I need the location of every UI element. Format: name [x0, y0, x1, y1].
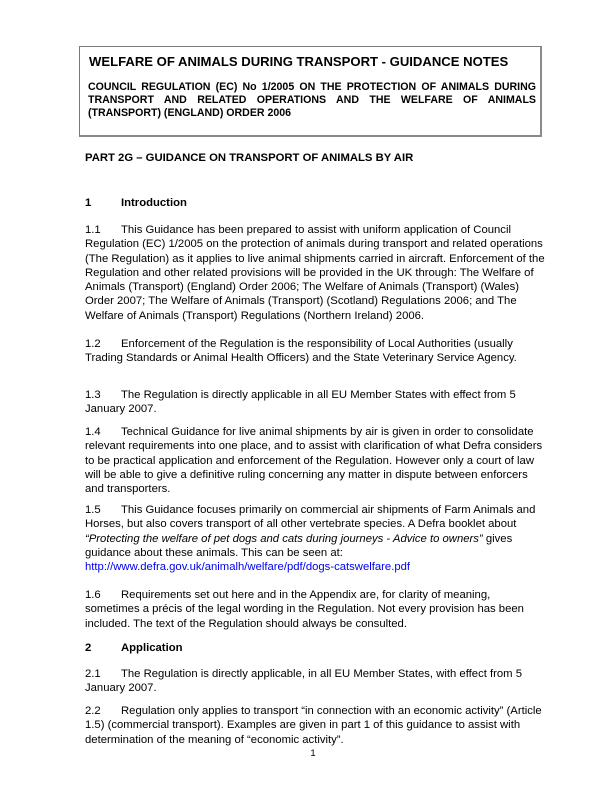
paragraph-1-6 — [85, 588, 545, 631]
paragraph-number: 2.1 — [85, 668, 101, 680]
paragraph-2-2 — [85, 704, 545, 747]
paragraph-1-5 — [85, 503, 545, 574]
section-heading-application — [85, 642, 183, 654]
section-title: Application — [121, 642, 183, 654]
paragraph-text: This Guidance has been prepared to assist with uniform application of Council Regulation (EC) 1/2005 on the protection of animals during transport and related operations (The Regulation) as it applies to live animal shipments carried in aircraft. Enforcement of the Regulation and other related provisions will be provided in the UK through: The Welfare of Animals (Transport) (England) Order 2006; The Welfare of Animals (Transport) (Wales) Order 2007; The Welfare of Animals (Transport) (Scotland) Regulations 2006; and The Welfare of Animals (Transport) Regulations (Northern Ireland) 2006. — [85, 224, 545, 322]
paragraph-text: This Guidance focuses primarily on commercial air shipments of Farm Animals and Horses, but also covers transport of all other vertebrate species. A Defra booklet about — [85, 504, 536, 531]
booklet-title: “Protecting the welfare of pet dogs and cats during journeys - Advice to owners” — [85, 532, 483, 545]
section-heading-introduction — [85, 197, 187, 209]
paragraph-text: Enforcement of the Regulation is the responsibility of Local Authorities (usually Trading Standards or Animal Health Officers) and the State Veterinary Service Agency. — [85, 338, 517, 365]
paragraph-number: 1.2 — [85, 338, 101, 350]
paragraph-text: The Regulation is directly applicable in all EU Member States with effect from 5 January 2007. — [85, 389, 516, 416]
title-box — [79, 46, 542, 137]
part-heading: PART 2G – GUIDANCE ON TRANSPORT OF ANIMALS BY AIR — [85, 152, 414, 164]
document-subtitle: COUNCIL REGULATION (EC) No 1/2005 ON THE PROTECTION OF ANIMALS DURING TRANSPORT AND RELATED OPERATIONS AND THE WELFARE OF ANIMALS (TRANSPORT) (ENGLAND) ORDER 2006 — [88, 81, 536, 119]
paragraph-1-4 — [85, 425, 545, 496]
paragraph-text: Technical Guidance for live animal shipments by air is given in order to consolidate relevant requirements into one place, and to assist with clarification of what Defra considers to be practical application and enforcement of the Regulation. However only a court of law will be able to give a definitive ruling concerning any matter in dispute between enforcers and transporters. — [85, 426, 543, 496]
paragraph-1-2 — [85, 337, 545, 366]
paragraph-number: 1.3 — [85, 389, 101, 401]
paragraph-1-3 — [85, 388, 545, 417]
paragraph-text-cont: gives guidance about these animals. This can be seen at: — [85, 532, 513, 559]
section-title: Introduction — [121, 197, 187, 209]
paragraph-number: 1.4 — [85, 426, 101, 438]
defra-booklet-link[interactable]: http://www.defra.gov.uk/animalh/welfare/pdf/dogs-catswelfare.pdf — [85, 561, 411, 574]
paragraph-1-1 — [85, 223, 545, 323]
document-title: WELFARE OF ANIMALS DURING TRANSPORT - GUIDANCE NOTES — [89, 54, 509, 69]
section-number: 1 — [85, 197, 92, 209]
section-number: 2 — [85, 642, 92, 654]
paragraph-text: Regulation only applies to transport “in connection with an economic activity” (Article 1.5) (commercial transport). Examples are given in part 1 of this guidance to assist with determination of the meaning of “economic activity”. — [85, 705, 542, 746]
paragraph-text: The Regulation is directly applicable, in all EU Member States, with effect from 5 January 2007. — [85, 668, 523, 695]
paragraph-text: Requirements set out here and in the Appendix are, for clarity of meaning, sometimes a précis of the legal wording in the Regulation. Not every provision has been included. The text of the Regulation should always be consulted. — [85, 589, 524, 630]
paragraph-number: 2.2 — [85, 705, 101, 717]
paragraph-2-1 — [85, 667, 545, 696]
paragraph-number: 1.6 — [85, 589, 101, 601]
paragraph-number: 1.1 — [85, 224, 101, 236]
page-number: 1 — [310, 748, 316, 759]
paragraph-number: 1.5 — [85, 504, 101, 516]
